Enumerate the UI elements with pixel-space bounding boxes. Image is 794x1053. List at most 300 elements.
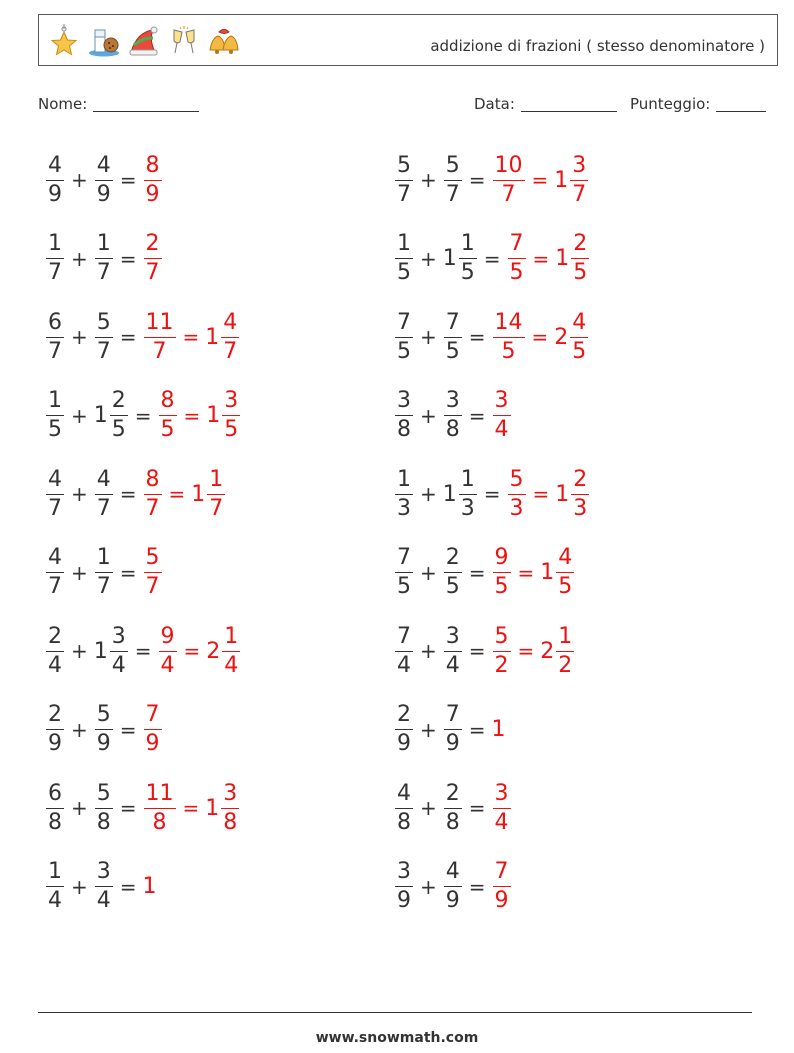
addend-b-denominator: 3 — [460, 495, 475, 521]
addend-a-term — [394, 152, 414, 207]
answer — [492, 309, 590, 364]
answer-mixed-numerator: 1 — [209, 466, 224, 492]
answer-improper-denominator: 5 — [160, 417, 175, 442]
answer-mixed-fraction — [556, 623, 574, 678]
answer-equals-sign: = — [182, 796, 200, 820]
name-label: Nome: — [38, 95, 88, 113]
addend-b-fraction — [95, 152, 113, 207]
answer-improper-term — [507, 233, 527, 284]
problem-row — [394, 695, 507, 765]
answer-mixed-fraction — [207, 466, 225, 521]
answer-improper-term — [492, 780, 512, 835]
score-field — [630, 95, 766, 113]
addend-a-numerator: 2 — [48, 702, 62, 727]
answer-improper-term — [143, 704, 163, 755]
plus-sign: + — [420, 482, 437, 506]
addend-a-fraction — [46, 780, 64, 835]
answer — [492, 717, 507, 742]
answer-mixed-denominator: 7 — [223, 338, 238, 364]
plus-sign: + — [71, 246, 88, 271]
addend-b-term — [94, 466, 114, 521]
addend-a-fraction — [46, 233, 64, 284]
answer-improper-numerator: 7 — [509, 231, 524, 256]
answer-improper-denominator: 7 — [152, 338, 167, 364]
answer-improper-denominator: 7 — [145, 495, 160, 521]
answer-improper-fraction — [508, 466, 526, 521]
answer-mixed-term — [205, 780, 240, 835]
addend-b-numerator: 1 — [460, 231, 475, 256]
addend-b-term — [94, 309, 114, 364]
addend-b-fraction — [95, 704, 113, 755]
answer-improper-denominator: 2 — [494, 652, 509, 678]
answer-mixed-numerator: 3 — [223, 780, 238, 806]
addend-b-numerator: 1 — [96, 545, 111, 570]
addend-a-denominator: 4 — [48, 888, 62, 913]
answer-improper-numerator: 9 — [494, 545, 509, 570]
addend-a-numerator: 4 — [48, 152, 62, 178]
answer-mixed-whole: 2 — [206, 638, 221, 664]
addend-a-fraction — [46, 390, 64, 441]
answer-improper-numerator: 7 — [494, 859, 509, 884]
plus-sign: + — [420, 403, 437, 428]
answer-mixed-numerator: 3 — [224, 388, 239, 413]
answer-mixed-whole: 1 — [205, 324, 220, 350]
answer-mixed-fraction — [571, 233, 589, 284]
answer — [143, 704, 163, 755]
answer-improper-denominator: 9 — [145, 181, 160, 207]
answer-mixed-fraction — [221, 780, 239, 835]
plus-sign: + — [420, 560, 437, 585]
date-label: Data: — [474, 95, 515, 113]
addend-b-term — [94, 704, 114, 755]
answer-improper-term — [492, 152, 526, 207]
answer-improper-denominator: 9 — [145, 731, 160, 756]
addend-b-term — [443, 309, 463, 364]
addend-b-whole: 1 — [442, 246, 457, 271]
addend-a-numerator: 6 — [48, 780, 62, 806]
addend-b-numerator: 4 — [96, 152, 111, 178]
answer-mixed-whole: 2 — [540, 638, 555, 664]
addend-b-term — [443, 861, 463, 912]
answer-improper-numerator: 5 — [509, 466, 524, 492]
answer-improper-fraction — [508, 233, 526, 284]
addend-a-term — [45, 309, 65, 364]
date-field — [474, 95, 617, 113]
addend-a-numerator: 7 — [397, 545, 411, 570]
answer-improper-fraction — [144, 704, 162, 755]
addend-b-fraction — [444, 152, 462, 207]
equals-sign: = — [468, 796, 486, 820]
addend-b-term — [93, 623, 129, 678]
answer-mixed-whole: 1 — [540, 560, 555, 585]
addend-a-fraction — [395, 623, 413, 678]
answer-improper-term — [143, 547, 163, 598]
answer-improper-fraction — [144, 233, 162, 284]
answer — [492, 152, 590, 207]
answer-mixed-denominator: 2 — [558, 652, 573, 678]
answer-equals-sign: = — [532, 246, 550, 271]
answer-improper-denominator: 7 — [145, 574, 160, 599]
problem-row — [394, 852, 512, 922]
addend-a-denominator: 3 — [397, 495, 411, 521]
addend-a-denominator: 8 — [48, 809, 62, 835]
answer-equals-sign: = — [183, 639, 201, 663]
problem-row — [394, 459, 590, 529]
addend-b-numerator: 4 — [445, 859, 460, 884]
equals-sign: = — [119, 560, 137, 585]
addend-a-fraction — [395, 861, 413, 912]
plus-sign: + — [420, 796, 437, 820]
answer-improper-fraction — [144, 466, 162, 521]
answer-improper-fraction — [493, 152, 525, 207]
answer-improper-fraction — [493, 623, 511, 678]
answer — [507, 233, 591, 284]
problem-row — [394, 145, 589, 215]
plus-sign: + — [71, 168, 88, 192]
answer-improper-fraction — [493, 390, 511, 441]
addend-b-numerator: 3 — [96, 859, 111, 884]
addend-a-numerator: 1 — [48, 231, 62, 256]
answer-improper-term — [143, 466, 163, 521]
name-field — [38, 95, 199, 113]
addend-b-numerator: 2 — [445, 545, 460, 570]
plus-sign: + — [71, 717, 88, 742]
answer-improper-term — [158, 623, 178, 678]
header-icons — [47, 24, 241, 58]
answer-improper-term — [492, 861, 512, 912]
answer-improper-whole: 1 — [491, 717, 506, 742]
answer — [158, 623, 242, 678]
addend-b-numerator: 3 — [445, 388, 460, 413]
addend-a-numerator: 1 — [48, 388, 62, 413]
addend-b-denominator: 4 — [111, 652, 126, 678]
addend-a-numerator: 2 — [48, 623, 62, 649]
answer-mixed-term — [191, 466, 226, 521]
addend-a-term — [394, 466, 414, 521]
addend-b-numerator: 5 — [96, 702, 111, 727]
addend-b-term — [94, 861, 114, 912]
plus-sign: + — [420, 717, 437, 742]
answer-improper-denominator: 3 — [509, 495, 524, 521]
answer-mixed-whole: 2 — [554, 324, 569, 350]
answer-improper-numerator: 8 — [145, 152, 160, 178]
problem-row — [45, 616, 241, 686]
answer-improper-denominator: 4 — [494, 417, 509, 442]
addend-b-fraction — [444, 390, 462, 441]
addend-b-fraction — [95, 309, 113, 364]
equals-sign: = — [468, 403, 486, 428]
addend-b-term — [94, 547, 114, 598]
addend-b-numerator: 5 — [96, 309, 111, 335]
answer-mixed-whole: 1 — [555, 246, 570, 271]
answer-improper-numerator: 5 — [145, 545, 160, 570]
answer-improper-denominator: 7 — [145, 260, 160, 285]
answer-equals-sign: = — [531, 168, 549, 192]
answer-equals-sign: = — [531, 325, 549, 349]
addend-a-term — [394, 390, 414, 441]
equals-sign: = — [468, 874, 486, 899]
answer-mixed-fraction — [556, 547, 574, 598]
addend-b-denominator: 7 — [96, 495, 111, 521]
answer — [158, 390, 242, 441]
addend-b-term — [443, 623, 463, 678]
answer-equals-sign: = — [517, 639, 535, 663]
addend-b-numerator: 2 — [111, 388, 126, 413]
addend-b-numerator: 2 — [445, 780, 460, 806]
addend-b-term — [94, 780, 114, 835]
answer-improper-fraction — [493, 309, 525, 364]
answer — [143, 547, 163, 598]
addend-b-denominator: 5 — [460, 260, 475, 285]
addend-b-whole: 1 — [93, 638, 108, 664]
addend-b-term — [443, 547, 463, 598]
addend-a-term — [394, 780, 414, 835]
answer-equals-sign: = — [168, 482, 186, 506]
plus-sign: + — [71, 639, 88, 663]
answer-improper-denominator: 7 — [501, 181, 516, 207]
answer-mixed-whole: 1 — [191, 481, 206, 507]
addend-a-numerator: 3 — [397, 388, 411, 413]
answer — [492, 623, 576, 678]
addend-b-term — [94, 233, 114, 284]
addend-b-fraction — [95, 466, 113, 521]
addend-a-numerator: 1 — [48, 859, 62, 884]
answer-improper-numerator: 14 — [494, 309, 523, 335]
problem-row — [394, 224, 590, 294]
answer-mixed-numerator: 2 — [573, 231, 588, 256]
addend-a-fraction — [46, 704, 64, 755]
answer-mixed-term — [555, 466, 590, 521]
addend-b-denominator: 8 — [96, 809, 111, 835]
answer-mixed-term — [540, 623, 575, 678]
addend-a-numerator: 5 — [397, 152, 411, 178]
answer-mixed-denominator: 7 — [572, 181, 587, 207]
addend-b-numerator: 1 — [460, 466, 475, 492]
answer-mixed-whole: 1 — [554, 167, 569, 193]
answer-mixed-term — [205, 309, 240, 364]
answer-mixed-term — [554, 309, 589, 364]
addend-a-fraction — [395, 780, 413, 835]
answer-improper-fraction — [493, 780, 511, 835]
answer-mixed-term — [206, 623, 241, 678]
answer-mixed-fraction — [571, 466, 589, 521]
addend-a-term — [45, 390, 65, 441]
addend-a-fraction — [395, 466, 413, 521]
answer-improper-term — [158, 390, 178, 441]
answer-mixed-numerator: 2 — [573, 466, 588, 492]
answer-mixed-term — [540, 547, 575, 598]
addend-a-term — [45, 547, 65, 598]
equals-sign: = — [119, 246, 137, 271]
addend-a-denominator: 5 — [48, 417, 62, 442]
answer-improper-term — [507, 466, 527, 521]
addend-a-numerator: 4 — [397, 780, 411, 806]
problem-row — [45, 224, 163, 294]
addend-b-term — [94, 390, 129, 441]
answer-mixed-numerator: 1 — [558, 623, 573, 649]
addend-b-denominator: 5 — [111, 417, 126, 442]
addend-b-denominator: 5 — [445, 338, 460, 364]
addend-a-term — [394, 704, 414, 755]
answer-improper-term — [492, 717, 507, 742]
addend-b-denominator: 9 — [96, 181, 111, 207]
answer-improper-term — [143, 309, 177, 364]
addend-a-term — [45, 233, 65, 284]
addend-b-numerator: 5 — [445, 152, 460, 178]
addend-a-term — [45, 861, 65, 912]
addend-a-numerator: 2 — [397, 702, 411, 727]
answer-improper-numerator: 11 — [145, 780, 174, 806]
answer-mixed-denominator: 7 — [209, 495, 224, 521]
plus-sign: + — [420, 246, 437, 271]
addend-a-fraction — [395, 390, 413, 441]
equals-sign: = — [119, 874, 137, 899]
date-line — [521, 97, 617, 112]
answer — [492, 547, 576, 598]
equals-sign: = — [119, 325, 137, 349]
answer-improper-numerator: 2 — [145, 231, 160, 256]
plus-sign: + — [420, 325, 437, 349]
addend-b-fraction — [95, 861, 113, 912]
addend-b-denominator: 7 — [445, 181, 460, 207]
worksheet-header — [38, 14, 778, 66]
answer — [492, 780, 512, 835]
plus-sign: + — [420, 874, 437, 899]
addend-a-numerator: 7 — [397, 309, 411, 335]
addend-a-numerator: 1 — [397, 231, 411, 256]
addend-a-term — [394, 309, 414, 364]
santa-hat-icon — [127, 24, 161, 58]
answer-improper-fraction — [144, 547, 162, 598]
answer-improper-term — [492, 547, 512, 598]
addend-a-denominator: 5 — [397, 574, 411, 599]
addend-a-fraction — [395, 704, 413, 755]
answer-mixed-term — [206, 390, 241, 441]
addend-b-whole: 1 — [442, 481, 457, 507]
equals-sign: = — [468, 325, 486, 349]
addend-b-numerator: 1 — [96, 231, 111, 256]
plus-sign: + — [71, 874, 88, 899]
addend-b-term — [94, 152, 114, 207]
addend-a-term — [45, 152, 65, 207]
addend-a-fraction — [395, 309, 413, 364]
name-line — [93, 97, 199, 112]
equals-sign: = — [468, 560, 486, 585]
answer-mixed-numerator: 4 — [558, 545, 573, 570]
addend-a-term — [45, 704, 65, 755]
plus-sign: + — [71, 796, 88, 820]
answer-improper-numerator: 3 — [494, 388, 509, 413]
equals-sign: = — [119, 796, 137, 820]
equals-sign: = — [483, 246, 501, 271]
answer-mixed-term — [554, 152, 589, 207]
answer-mixed-denominator: 3 — [573, 495, 588, 521]
addend-b-whole: 1 — [93, 403, 108, 428]
addend-b-fraction — [95, 780, 113, 835]
addend-a-term — [394, 623, 414, 678]
addend-b-fraction — [459, 233, 477, 284]
plus-sign: + — [420, 168, 437, 192]
answer-improper-term — [492, 390, 512, 441]
addend-b-numerator: 3 — [111, 623, 126, 649]
addend-a-fraction — [395, 547, 413, 598]
addend-a-term — [45, 466, 65, 521]
equals-sign: = — [468, 168, 486, 192]
champagne-glasses-icon — [167, 24, 201, 58]
answer-improper-term — [143, 233, 163, 284]
addend-b-numerator: 3 — [445, 623, 460, 649]
addend-a-fraction — [46, 547, 64, 598]
problem-row — [394, 616, 575, 686]
answer-improper-denominator: 5 — [509, 260, 524, 285]
addend-b-denominator: 7 — [96, 574, 111, 599]
answer-improper-term — [492, 309, 526, 364]
answer — [143, 874, 158, 899]
answer-improper-numerator: 10 — [494, 152, 523, 178]
answer — [143, 780, 241, 835]
addend-b-denominator: 7 — [96, 260, 111, 285]
answer-equals-sign: = — [183, 403, 201, 428]
addend-b-term — [443, 780, 463, 835]
answer-mixed-whole: 1 — [206, 403, 221, 428]
answer-improper-denominator: 8 — [152, 809, 167, 835]
addend-b-term — [443, 233, 478, 284]
answer-improper-term — [492, 623, 512, 678]
problem-row — [45, 695, 163, 765]
problem-row — [45, 852, 158, 922]
addend-b-denominator: 5 — [445, 574, 460, 599]
addend-b-numerator: 5 — [96, 780, 111, 806]
answer-improper-fraction — [159, 623, 177, 678]
answer — [492, 390, 512, 441]
addend-b-denominator: 9 — [445, 888, 460, 913]
answer-improper-denominator: 4 — [494, 809, 509, 835]
plus-sign: + — [71, 403, 88, 428]
plus-sign: + — [420, 639, 437, 663]
addend-a-term — [394, 233, 414, 284]
answer-improper-term — [143, 874, 158, 899]
worksheet-title: addizione di frazioni ( stesso denominatore ) — [430, 37, 765, 55]
answer — [143, 466, 227, 521]
addend-b-numerator: 4 — [96, 466, 111, 492]
addend-a-denominator: 5 — [397, 338, 411, 364]
answer-improper-numerator: 8 — [145, 466, 160, 492]
answer-mixed-denominator: 5 — [558, 574, 573, 599]
answer-mixed-denominator: 4 — [224, 652, 239, 678]
problem-row — [45, 538, 163, 608]
addend-a-denominator: 7 — [48, 338, 62, 364]
answer-mixed-numerator: 4 — [572, 309, 587, 335]
answer-mixed-fraction — [570, 309, 588, 364]
answer-improper-fraction — [144, 309, 176, 364]
answer-improper-term — [143, 780, 177, 835]
addend-b-fraction — [95, 547, 113, 598]
addend-a-fraction — [46, 152, 64, 207]
answer-equals-sign: = — [182, 325, 200, 349]
addend-a-numerator: 6 — [48, 309, 62, 335]
equals-sign: = — [468, 717, 486, 742]
addend-a-fraction — [46, 861, 64, 912]
addend-a-term — [45, 780, 65, 835]
answer-improper-fraction — [493, 861, 511, 912]
addend-b-fraction — [459, 466, 477, 521]
problem-row — [45, 145, 163, 215]
addend-b-denominator: 4 — [96, 888, 111, 913]
addend-b-fraction — [444, 309, 462, 364]
addend-b-fraction — [95, 233, 113, 284]
addend-b-denominator: 9 — [96, 731, 111, 756]
addend-a-denominator: 7 — [48, 495, 62, 521]
